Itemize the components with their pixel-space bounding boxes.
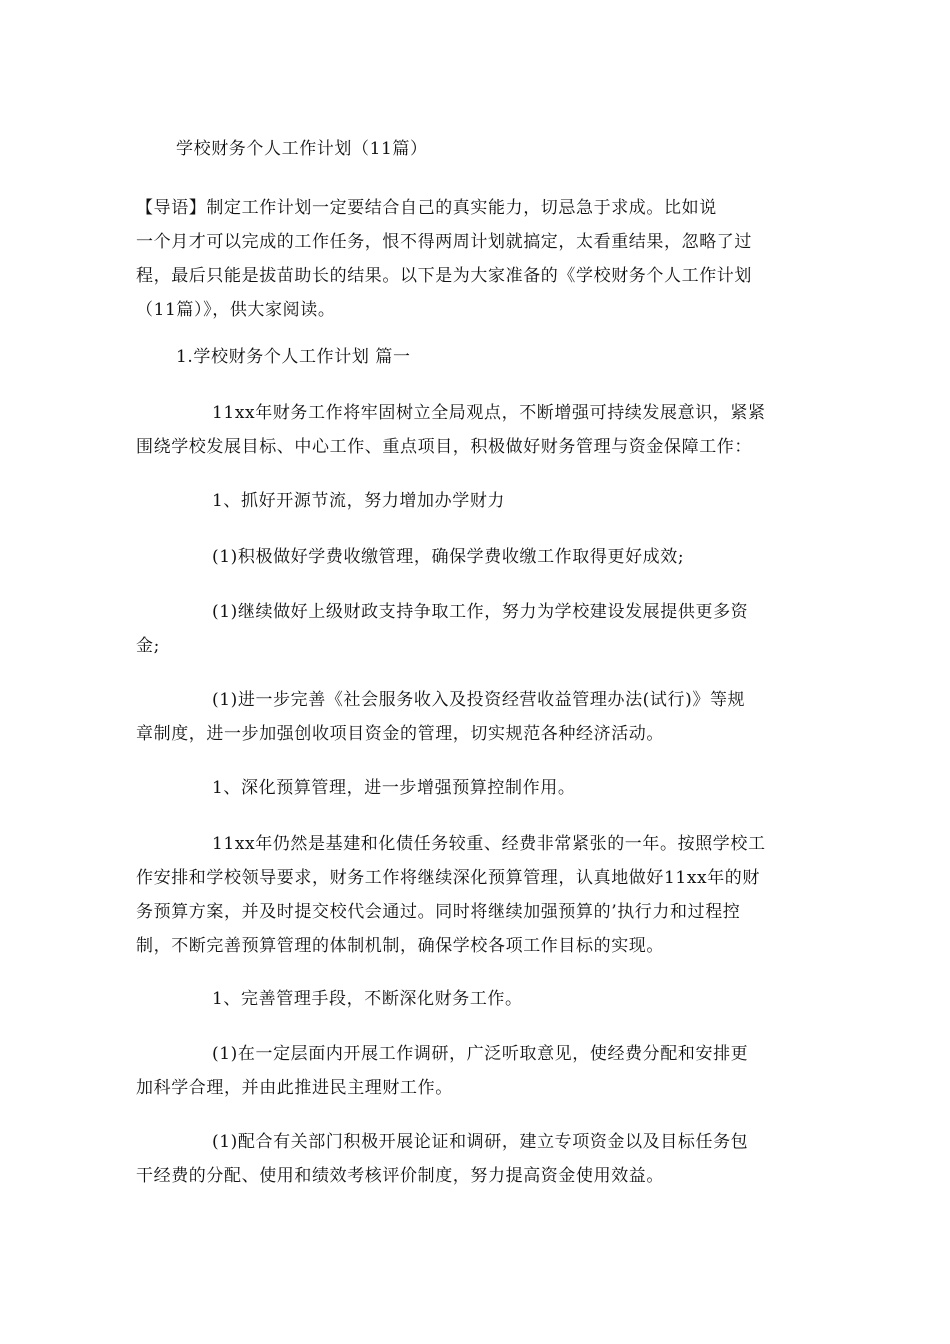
section-heading: [136, 340, 816, 374]
section-heading-text: 1.学校财务个人工作计划 篇一: [176, 347, 411, 367]
text-line: (1)进一步完善《社会服务收入及投资经营收益管理办法(试行)》等规: [212, 690, 746, 710]
body-paragraph: [136, 396, 816, 464]
text-line: 11xx年仍然是基建和化债任务较重、经费非常紧张的一年。按照学校工: [212, 834, 766, 854]
text-line: 加科学合理，并由此推进民主理财工作。: [136, 1078, 453, 1098]
text-line: 【导语】制定工作计划一定要结合自己的真实能力，切忌急于求成。比如说: [136, 198, 717, 218]
body-paragraph: [136, 1125, 816, 1193]
text-line: (1)在一定层面内开展工作调研，广泛听取意见，使经费分配和安排更: [212, 1044, 749, 1064]
body-paragraph: [136, 827, 816, 963]
body-paragraph: [136, 982, 816, 1016]
text-line: 务预算方案，并及时提交校代会通过。同时将继续加强预算的’执行力和过程控: [136, 902, 741, 922]
text-line: 围绕学校发展目标、中心工作、重点项目，积极做好财务管理与资金保障工作：: [136, 437, 752, 457]
text-line: (1)继续做好上级财政支持争取工作，努力为学校建设发展提供更多资: [212, 602, 749, 622]
text-line: （11篇）》，供大家阅读。: [136, 300, 336, 320]
body-paragraph: [136, 484, 816, 518]
text-line: 作安排和学校领导要求，财务工作将继续深化预算管理，认真地做好11xx年的财: [136, 868, 761, 888]
body-paragraph: [136, 1037, 816, 1105]
text-line: 程，最后只能是拔苗助长的结果。以下是为大家准备的《学校财务个人工作计划: [136, 266, 752, 286]
body-paragraph: [136, 771, 816, 805]
text-line: 金;: [136, 636, 160, 656]
text-line: 1、深化预算管理，进一步增强预算控制作用。: [212, 778, 576, 798]
text-line: 制，不断完善预算管理的体制机制，确保学校各项工作目标的实现。: [136, 936, 664, 956]
text-line: 干经费的分配、使用和绩效考核评价制度，努力提高资金使用效益。: [136, 1166, 664, 1186]
document-title: 学校财务个人工作计划（11篇）: [176, 139, 428, 159]
body-paragraph: [136, 595, 816, 663]
text-line: 1、抓好开源节流，努力增加办学财力: [212, 491, 506, 511]
text-line: (1)积极做好学费收缴管理，确保学费收缴工作取得更好成效;: [212, 547, 685, 567]
text-line: 11xx年财务工作将牢固树立全局观点，不断增强可持续发展意识，紧紧: [212, 403, 766, 423]
body-paragraph: [136, 540, 816, 574]
text-line: 1、完善管理手段，不断深化财务工作。: [212, 989, 523, 1009]
text-line: 一个月才可以完成的工作任务，恨不得两周计划就搞定，太看重结果，忽略了过: [136, 232, 752, 252]
text-line: (1)配合有关部门积极开展论证和调研，建立专项资金以及目标任务包: [212, 1132, 749, 1152]
intro-paragraph: [136, 191, 816, 327]
body-paragraph: [136, 683, 816, 751]
text-line: 章制度，进一步加强创收项目资金的管理，切实规范各种经济活动。: [136, 724, 664, 744]
